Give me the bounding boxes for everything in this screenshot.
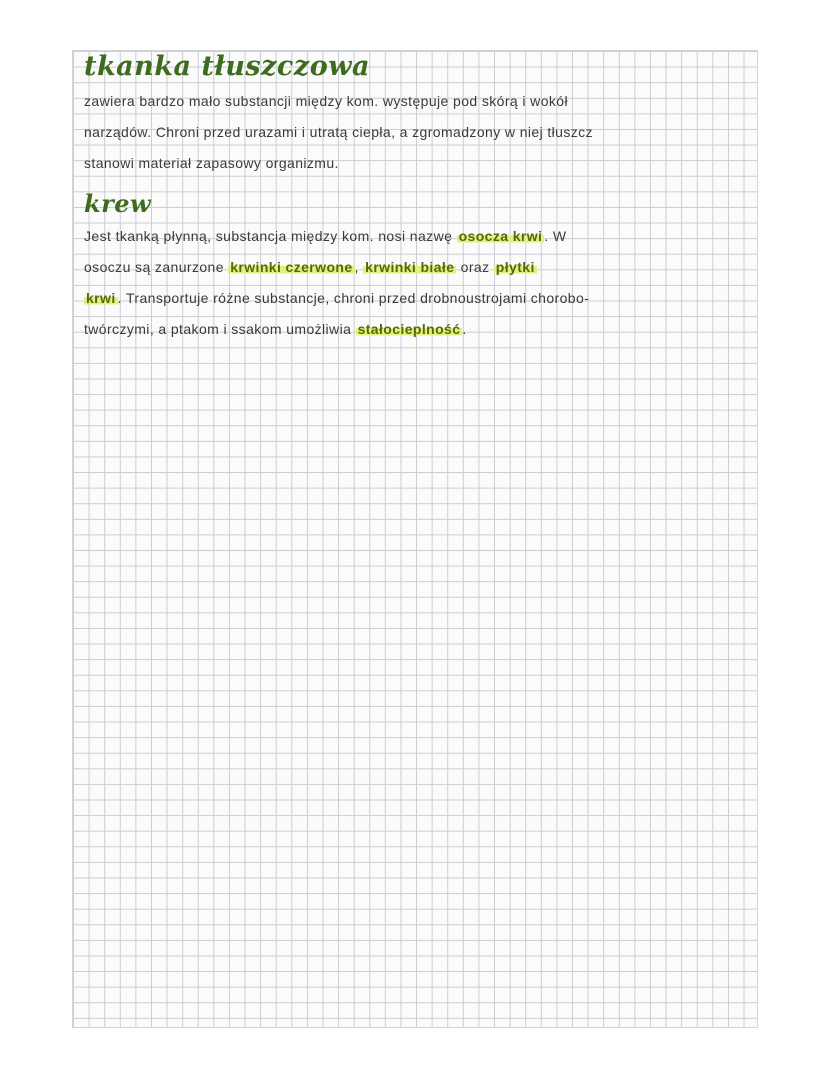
text-line: narządów. Chroni przed urazami i utratą ciepła, a zgromadzony w niej tłuszcz bbox=[84, 124, 593, 140]
paragraph-adipose-tissue bbox=[84, 86, 734, 179]
paragraph-blood bbox=[84, 221, 734, 345]
highlight-term: stałocieplność bbox=[357, 321, 461, 337]
text-segment: oraz bbox=[456, 259, 494, 275]
text-segment: , bbox=[354, 259, 364, 275]
text-line: zawiera bardzo mało substancji między kom. występuje pod skórą i wokół bbox=[84, 93, 568, 109]
text-segment: Jest tkanką płynną, substancja między kom. nosi nazwę bbox=[84, 228, 457, 244]
text-segment: osoczu są zanurzone bbox=[84, 259, 229, 275]
highlight-term: krwinki białe bbox=[365, 259, 455, 275]
highlight-term: płytki bbox=[495, 259, 535, 275]
highlight-term: krwinki czerwone bbox=[230, 259, 353, 275]
heading-adipose-tissue: tkanka tłuszczowa bbox=[84, 51, 370, 82]
text-segment: . W bbox=[544, 228, 567, 244]
heading-blood: krew bbox=[84, 189, 152, 218]
text-segment: twórczymi, a ptakom i ssakom umożliwia bbox=[84, 321, 356, 337]
highlight-term: osocza krwi bbox=[458, 228, 543, 244]
text-segment: . Transportuje różne substancje, chroni przed drobnoustrojami chorobo- bbox=[117, 290, 590, 306]
text-segment: . bbox=[462, 321, 467, 337]
highlight-term: krwi bbox=[86, 290, 116, 306]
text-line: stanowi materiał zapasowy organizmu. bbox=[84, 155, 339, 171]
notes-content bbox=[84, 50, 734, 345]
